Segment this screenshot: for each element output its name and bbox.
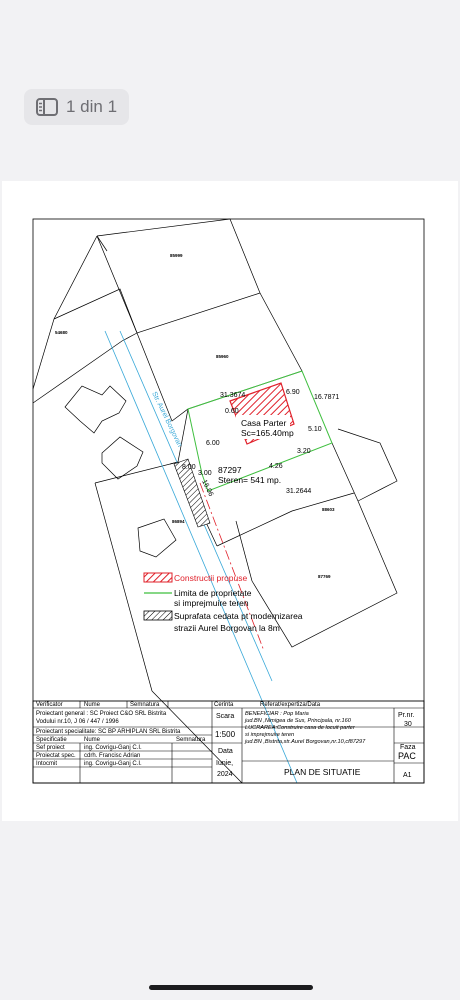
dimension-label: 31.2644 — [286, 488, 312, 495]
phase-label: Faza — [400, 744, 416, 751]
staff-name: ing. Covrigu-Ganj C.I. — [84, 761, 142, 767]
project-location: jud.BN ,Bistrita,str.Aurel Borgovan,nr.10,cf87297 — [245, 739, 366, 745]
legend-label-proposed: Constructii propuse — [174, 573, 248, 583]
title-block-cell: Nume — [84, 737, 101, 743]
street-name: Str. Aurel Borgovan — [150, 390, 183, 449]
staff-role: Proiectat spec. — [36, 753, 76, 759]
legend-label-boundary: Limita de proprietate — [174, 588, 252, 598]
beneficiary: BENEFICIAR : Pop Maria — [245, 711, 309, 717]
staff-name: cdrh. Francisc Adrian — [84, 753, 141, 759]
staff-name: ing. Covrigu-Ganj C.I. — [84, 745, 142, 751]
scale-label: Scara — [216, 713, 235, 720]
dimension-label: 6.90 — [286, 389, 300, 396]
dimension-label: 16.06 — [200, 478, 215, 498]
lot-number-label: 87297 — [218, 465, 242, 475]
general-designer: Proiectant general : SC Proiect C&O SRL Bistrita — [36, 711, 167, 717]
project-work-2: si imprejmuire teren — [245, 732, 295, 738]
title-block-cell: Nume — [84, 702, 101, 708]
dimension-label: 6.00 — [206, 440, 220, 447]
lot-number: 86894 — [172, 519, 185, 524]
legend-swatch-proposed — [144, 573, 172, 582]
date-month: Iunie, — [216, 760, 234, 767]
legend-label-ceded: Suprafata cedata pt modernizarea — [174, 611, 303, 621]
general-designer-address: Vodului nr.10, J 06 / 447 / 1996 — [36, 719, 119, 725]
page-counter-label: 1 din 1 — [66, 97, 118, 116]
staff-role: Sef proiect — [36, 745, 65, 751]
legend-label-ceded-2: strazii Aurel Borgovan la 8m — [174, 623, 280, 633]
date-year: 2024 — [217, 771, 233, 778]
sheet-number: A1 — [403, 772, 412, 779]
title-block-cell: Specificatie — [36, 737, 67, 743]
title-block-cell: Referat/expertiza/Data — [260, 702, 321, 708]
dimension-label: 3.20 — [297, 448, 311, 455]
project-number-label: Pr.nr. — [398, 712, 415, 719]
dimension-label: 5.10 — [308, 426, 322, 433]
date-label: Data — [218, 748, 233, 755]
sidebar-icon — [36, 98, 58, 116]
site-plan-drawing — [2, 181, 458, 821]
dimension-label: 31.3674 — [220, 392, 246, 399]
dimension-label: 8.00 — [182, 464, 196, 471]
lot-number: 54680 — [55, 330, 68, 335]
title-block-cell: Verificator — [36, 702, 63, 708]
legend-label-boundary-2: si imprejmuire teren — [174, 598, 249, 608]
title-block-cell: Cerinta — [214, 702, 234, 708]
house-label: Casa Parter — [241, 418, 287, 428]
specialist-designer: Proiectant specialitate: SC BP ARHIPLAN SRL Bistrita — [36, 729, 181, 735]
dimension-label: 16.7871 — [314, 394, 340, 401]
scale-value: 1:500 — [215, 730, 236, 739]
document-page[interactable] — [2, 181, 458, 821]
page-counter-button[interactable] — [24, 89, 129, 125]
lot-number: 85960 — [216, 354, 229, 359]
dimension-label: 0.60 — [225, 408, 239, 415]
title-block-cell: Semnatura — [176, 737, 206, 743]
dimension-label: 4.26 — [269, 463, 283, 470]
dimension-label: 3.00 — [198, 470, 212, 477]
title-block-cell: Semnatura — [130, 702, 160, 708]
lot-number: 87769 — [318, 574, 331, 579]
phase-value: PAC — [398, 751, 416, 761]
parcel-outlines — [33, 219, 397, 783]
lot-number: 88603 — [322, 507, 335, 512]
plan-title: PLAN DE SITUATIE — [284, 767, 361, 777]
legend — [144, 573, 303, 633]
home-indicator[interactable] — [149, 985, 313, 990]
beneficiary-address: jud.BN ,Nimigea de Sus, Principala, nr.160 — [245, 718, 351, 724]
legend-swatch-ceded — [144, 611, 172, 620]
lot-number: 85999 — [170, 253, 183, 258]
project-number: 30 — [404, 721, 412, 728]
project-work: LUCRAREA:Construire casa de locuit parter — [245, 725, 355, 731]
staff-role: Intocmit — [36, 761, 58, 767]
lot-area-label: Steren= 541 mp. — [218, 475, 282, 485]
house-area-label: Sc=165.40mp — [241, 428, 294, 438]
